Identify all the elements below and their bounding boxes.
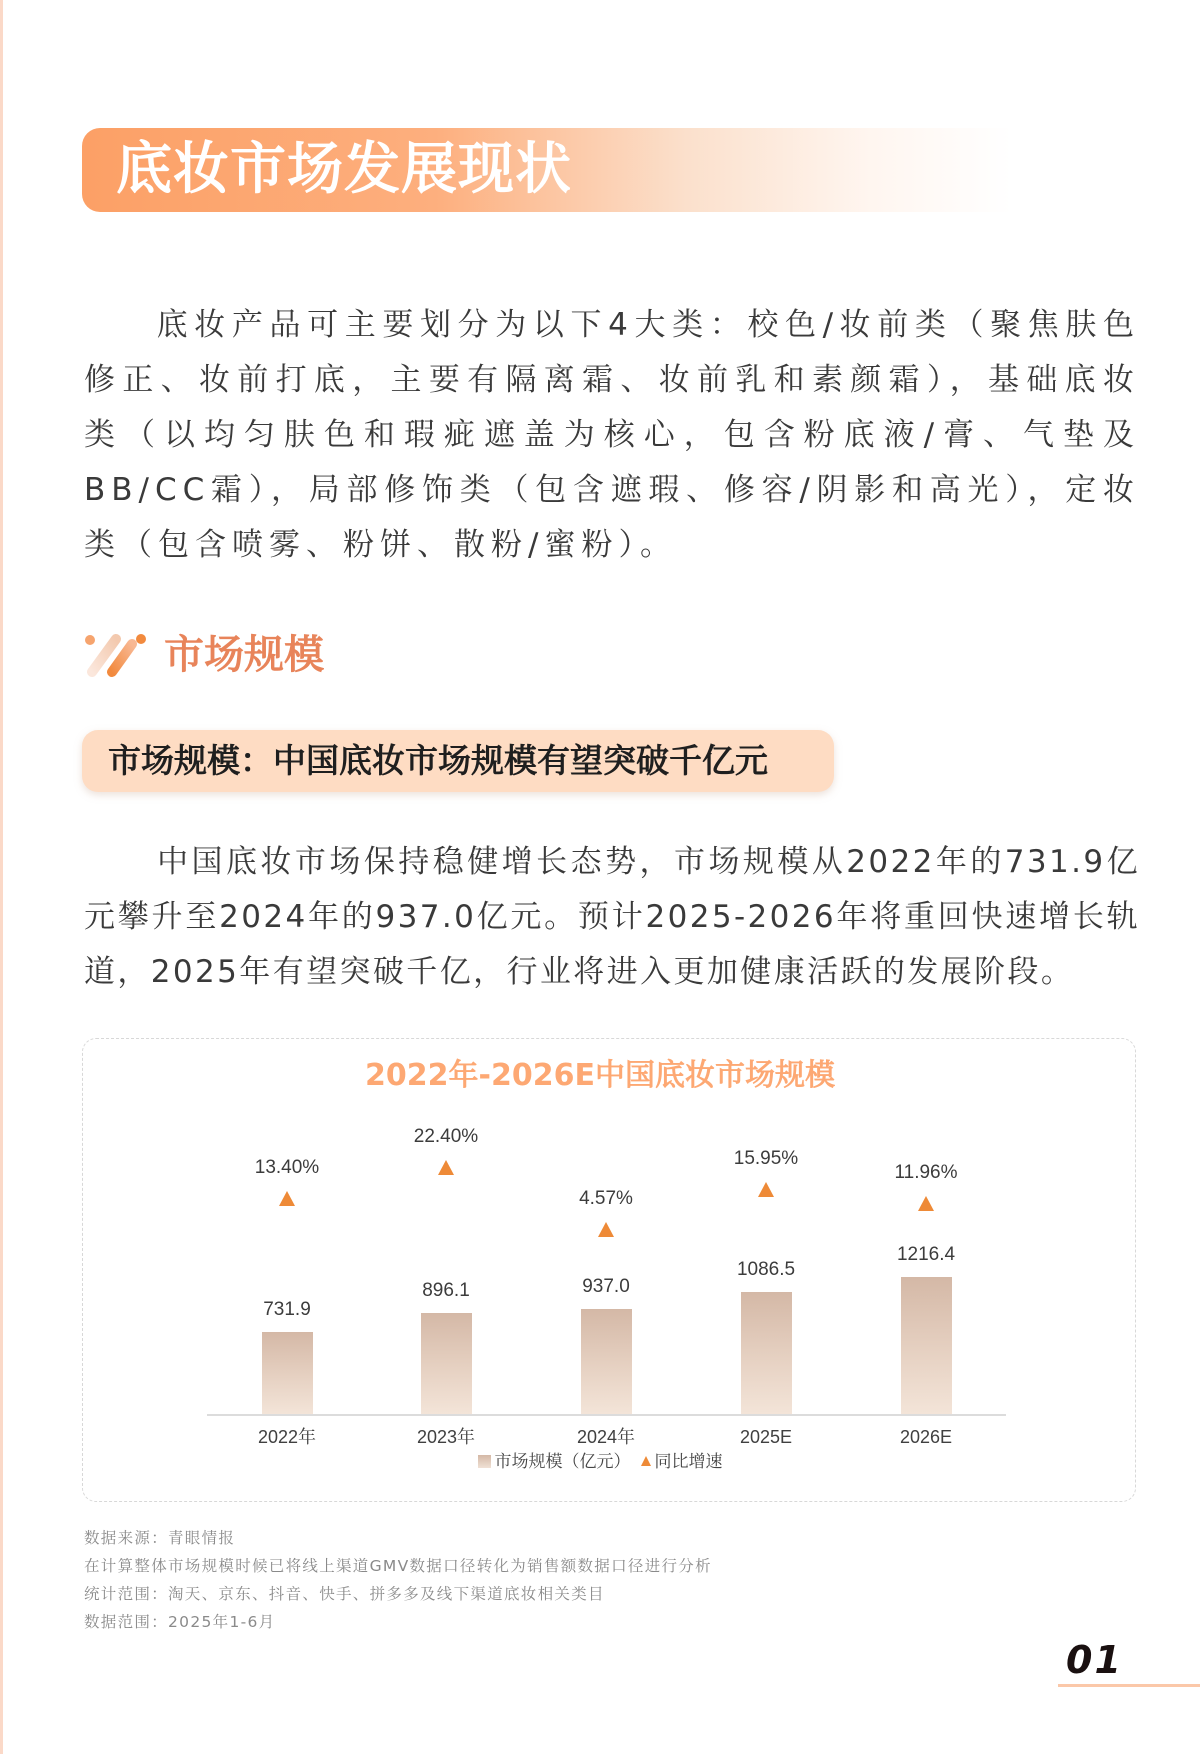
intro-paragraph	[84, 298, 1140, 573]
note-method: 在计算整体市场规模时候已将线上渠道GMV数据口径转化为销售额数据口径进行分析	[84, 1557, 712, 1575]
triangle-icon	[438, 1160, 454, 1175]
page-left-rule	[0, 0, 3, 1754]
page-number-rule	[1058, 1684, 1200, 1687]
bar	[262, 1332, 313, 1414]
legend-bar-label: 市场规模（亿元）	[494, 1452, 631, 1472]
growth-rate-label: 11.96%	[894, 1162, 958, 1184]
x-axis-label: 2025E	[739, 1427, 793, 1447]
growth-rate-label: 13.40%	[254, 1157, 320, 1179]
triangle-icon	[598, 1222, 614, 1237]
section-heading-text: 市场规模	[164, 632, 324, 678]
market-paragraph	[84, 835, 1140, 1000]
triangle-icon	[758, 1182, 774, 1197]
bar-value-label: 1086.5	[736, 1259, 796, 1280]
subheading-text: 市场规模：中国底妆市场规模有望突破千亿元	[108, 741, 768, 780]
chart-title: 2022年-2026E中国底妆市场规模	[365, 1058, 835, 1093]
growth-rate-label: 22.40%	[413, 1125, 479, 1147]
bar	[741, 1292, 792, 1414]
bar	[901, 1277, 952, 1414]
note-scope: 统计范围：淘天、京东、抖音、快手、拼多多及线下渠道底妆相关类目	[84, 1585, 605, 1603]
note-period: 数据范围：2025年1-6月	[84, 1613, 276, 1631]
bar-value-label: 896.1	[422, 1280, 470, 1301]
x-axis	[207, 1414, 1006, 1416]
chart-legend	[0, 1451, 1200, 1473]
subheading-pill	[82, 730, 834, 792]
triangle-icon	[279, 1191, 295, 1206]
triangle-icon	[918, 1196, 934, 1211]
growth-rate-label: 15.95%	[733, 1148, 799, 1170]
x-axis-label: 2026E	[899, 1427, 953, 1447]
x-axis-label: 2022年	[257, 1427, 317, 1447]
x-axis-label: 2023年	[416, 1427, 476, 1447]
double-slash-icon	[84, 632, 150, 678]
page-number: 01	[1066, 1638, 1123, 1682]
page-title: 底妆市场发展现状	[116, 137, 572, 202]
bar-value-label: 1216.4	[896, 1244, 956, 1265]
triangle-icon	[641, 1456, 651, 1466]
growth-rate-label: 4.57%	[579, 1188, 633, 1209]
x-axis-label: 2024年	[576, 1427, 636, 1447]
bar	[421, 1313, 472, 1414]
bar	[581, 1309, 632, 1414]
intro-paragraph-text: 底妆产品可主要划分为以下4大类：校色/妆前类（聚焦肤色修正、妆前打底，主要有隔离霜、妆前乳和素颜霜），基础底妆类（以均匀肤色和瑕疵遮盖为核心，包含粉底液/膏、气垫及BB/CC霜），局部修饰类（包含遮瑕、修容/阴影和高光），定妆类（包含喷雾、粉饼、散粉/蜜粉）。	[84, 307, 1140, 563]
note-source: 数据来源：青眼情报	[84, 1529, 236, 1547]
legend-rate-label: 同比增速	[654, 1452, 723, 1472]
bar-value-label: 937.0	[582, 1276, 630, 1297]
title-banner	[82, 128, 1012, 212]
source-notes	[84, 1524, 712, 1636]
market-paragraph-text: 中国底妆市场保持稳健增长态势，市场规模从2022年的731.9亿元攀升至2024年的937.0亿元。预计2025-2026年将重回快速增长轨道，2025年有望突破千亿，行业将进入更加健康活跃的发展阶段。	[84, 844, 1140, 990]
bar-value-label: 731.9	[263, 1299, 311, 1320]
legend-bar-swatch	[478, 1455, 491, 1468]
